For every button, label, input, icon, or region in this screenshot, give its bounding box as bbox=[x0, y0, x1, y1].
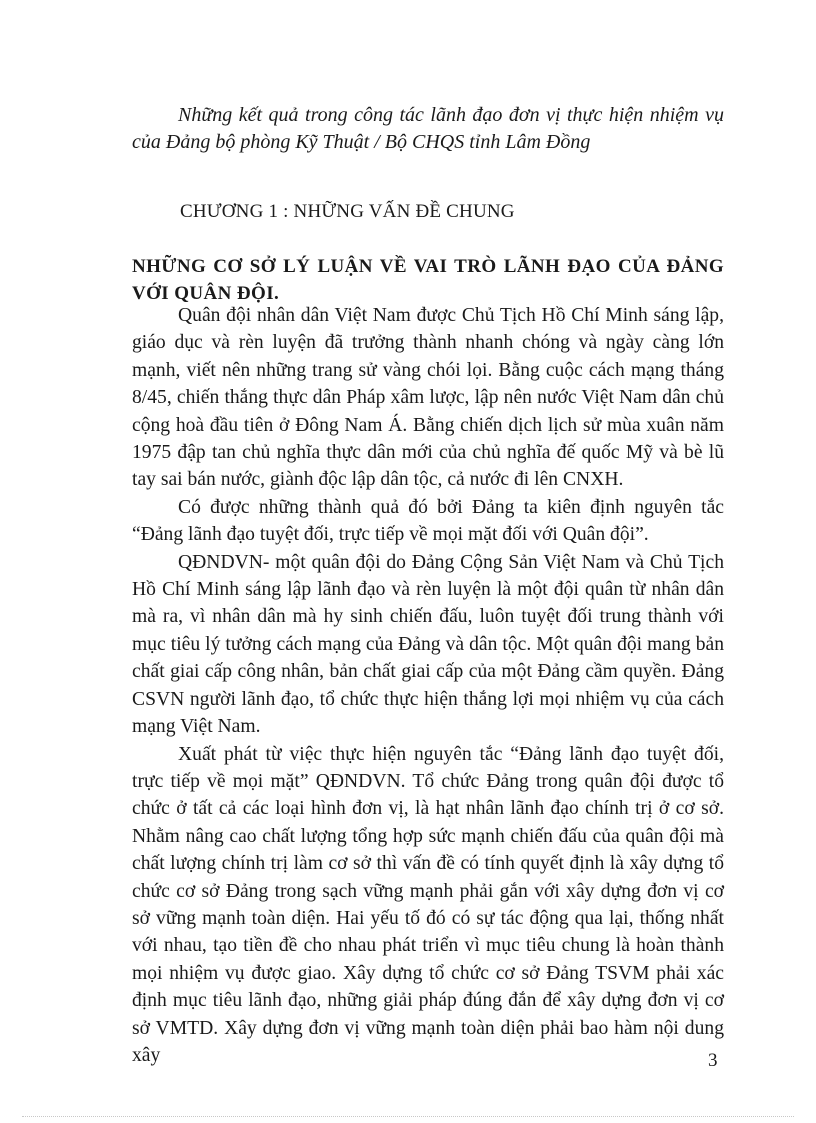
paragraph-principle: Có được những thành quả đó bởi Đảng ta kiên định nguyên tắc “Đảng lãnh đạo tuyệt đối, trực tiếp về mọi mặt đối với Quân đội”. bbox=[132, 496, 724, 546]
page-number: 3 bbox=[708, 1050, 718, 1071]
page-bottom-divider bbox=[22, 1116, 794, 1117]
document-subtitle: Những kết quả trong công tác lãnh đạo đơn vị thực hiện nhiệm vụ của Đảng bộ phòng Kỹ Thuật / Bộ CHQS tỉnh Lâm Đồng bbox=[132, 104, 724, 153]
paragraph-party-organization: Xuất phát từ việc thực hiện nguyên tắc “Đảng lãnh đạo tuyệt đối, trực tiếp về mọi mặt” QĐNDVN. Tổ chức Đảng trong quân đội được tổ chức ở tất cả các loại hình đơn vị, là hạt nhân lãnh đạo chính trị ở cơ sở. Nhằm nâng cao chất lượng tổng hợp sức mạnh chiến đấu của quân đội mà chất lượng chính trị làm cơ sở thì vấn đề có tính quyết định là xây dựng tổ chức cơ sở Đảng trong sạch vững mạnh phải gắn với xây dựng đơn vị cơ sở vững mạnh toàn diện. Hai yếu tố đó có sự tác động qua lại, thống nhất với nhau, tạo tiền đề cho nhau phát triển vì mục tiêu chung là hoàn thành mọi nhiệm vụ được giao. Xây dựng tổ chức cơ sở Đảng TSVM phải xác định mục tiêu lãnh đạo, những giải pháp đúng đắn để xây dựng đơn vị cơ sở VMTD. Xây dựng đơn vị vững mạnh toàn diện phải bao hàm nội dung xây bbox=[132, 743, 724, 1066]
paragraph-founding: Quân đội nhân dân Việt Nam được Chủ Tịch Hồ Chí Minh sáng lập, giáo dục và rèn luyện đã trưởng thành nhanh chóng và ngày càng lớn mạnh, viết nên những trang sử vàng chói lọi. Bằng cuộc cách mạng tháng 8/45, chiến thắng thực dân Pháp xâm lược, lập nên nước Việt Nam dân chủ cộng hoà đầu tiên ở Đông Nam Á. Bằng chiến dịch lịch sử mùa xuân năm 1975 đập tan chủ nghĩa thực dân mới của chủ nghĩa đế quốc Mỹ và bè lũ tay sai bán nước, giành độc lập dân tộc, cả nước đi lên CNXH. bbox=[132, 305, 724, 491]
chapter-title: CHƯƠNG 1 : NHỮNG VẤN ĐỀ CHUNG bbox=[180, 201, 515, 222]
section-heading: NHỮNG CƠ SỞ LÝ LUẬN VỀ VAI TRÒ LÃNH ĐẠO CỦA ĐẢNG VỚI QUÂN ĐỘI. bbox=[132, 256, 724, 304]
body-text bbox=[132, 302, 724, 1069]
paragraph-army-nature: QĐNDVN- một quân đội do Đảng Cộng Sản Việt Nam và Chủ Tịch Hồ Chí Minh sáng lập lãnh đạo và rèn luyện là một đội quân từ nhân dân mà ra, vì nhân dân mà hy sinh chiến đấu, luôn tuyệt đối trung thành với mục tiêu lý tưởng cách mạng của Đảng và dân tộc. Một quân đội mang bản chất giai cấp công nhân, bản chất giai cấp của một Đảng cầm quyền. Đảng CSVN người lãnh đạo, tổ chức thực hiện thắng lợi mọi nhiệm vụ của cách mạng Việt Nam. bbox=[132, 551, 724, 738]
